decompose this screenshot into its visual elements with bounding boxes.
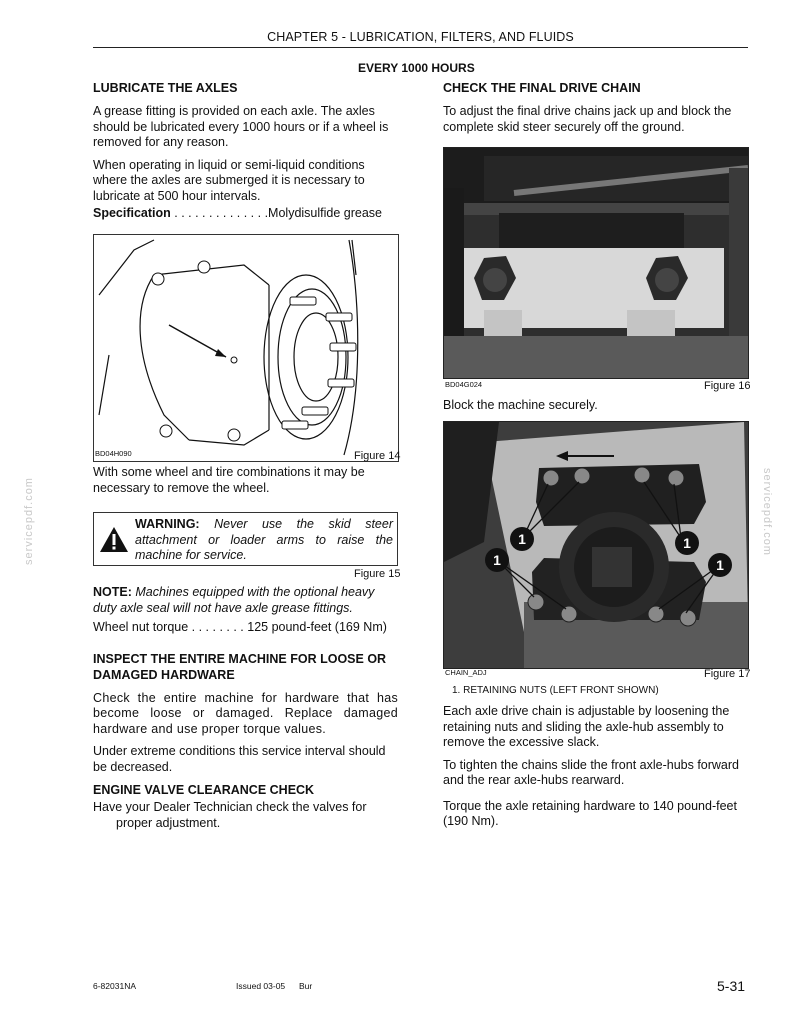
footer-doc-number: 6-82031NA: [93, 981, 137, 991]
figure-16-photo: [443, 147, 749, 379]
warning-triangle-icon: [99, 526, 129, 553]
figure-15-caption: Figure 15: [354, 568, 401, 580]
footer-author: Bur: [299, 981, 313, 991]
axle-chain-adjustment-photo: [444, 422, 748, 668]
axle-hub-illustration: [94, 235, 401, 462]
block-machine-text: Block the machine securely.: [443, 398, 598, 412]
chapter-header: CHAPTER 5 - LUBRICATION, FILTERS, AND FLUIDS: [267, 30, 574, 44]
watermark-left: servicepdf.com: [23, 477, 35, 565]
lubricate-paragraph-2: When operating in liquid or semi-liquid conditions where the axles are submerged it is necessary to lubricate at 500 hour intervals.: [93, 157, 365, 203]
callout-1-lower-right: 1: [708, 553, 732, 577]
spec-dots: . . . . . . . . . . . . . .: [170, 206, 269, 220]
lubricate-paragraph-1: A grease fitting is provided on each axle. The axles should be lubricated every 1000 hours or if a wheel is removed for any reason.: [93, 104, 389, 149]
left-column-bottom: [93, 585, 398, 831]
wheel-removal-text: With some wheel and tire combinations it may be necessary to remove the wheel.: [93, 465, 365, 495]
spec-label: Specification: [93, 206, 171, 220]
section-title: EVERY 1000 HOURS: [358, 61, 475, 75]
figure-14-caption: Figure 14: [354, 450, 401, 462]
callout-1-upper-right: 1: [675, 531, 699, 555]
callout-1-lower-left: 1: [485, 548, 509, 572]
lubricate-heading: LUBRICATE THE AXLES: [93, 81, 238, 95]
chain-paragraph-1: To adjust the final drive chains jack up and block the complete skid steer securely off the ground.: [443, 104, 732, 134]
note: [93, 585, 398, 616]
warning-message: [135, 517, 393, 564]
note-label: NOTE:: [93, 585, 132, 599]
footer-issued: Issued 03-05: [236, 981, 286, 991]
specification-line: [93, 206, 398, 222]
warning-text: Never use the skid steer attachment or loader arms to raise the machine for service.: [135, 517, 393, 562]
chain-paragraph-2: Each axle drive chain is adjustable by loosening the retaining nuts and sliding the axle-hub assembly to remove the excessive slack.: [443, 704, 730, 749]
engine-paragraph: Have your Dealer Technician check the valves for proper adjustment.: [93, 800, 367, 830]
inspect-paragraph-1: Check the entire machine for hardware that has become loose or damaged. Replace damaged hardware and use proper torque values.: [93, 690, 398, 736]
figure-17-caption: Figure 17: [704, 668, 751, 680]
header-rule: [93, 47, 748, 48]
callout-1-upper-left: 1: [510, 527, 534, 551]
inspect-paragraph-2: Under extreme conditions this service interval should be decreased.: [93, 744, 386, 774]
right-column-bottom: [443, 704, 749, 830]
warning-box: [93, 512, 398, 566]
figure-16-caption: Figure 16: [704, 380, 751, 392]
chain-heading: CHECK THE FINAL DRIVE CHAIN: [443, 81, 641, 95]
skid-steer-blocked-photo: [444, 148, 748, 378]
figure-14-axle-drawing: [93, 234, 399, 462]
chain-paragraph-4: Torque the axle retaining hardware to 140 pound-feet (190 Nm).: [443, 798, 737, 828]
warning-label: WARNING:: [135, 517, 200, 531]
right-column-top: [443, 80, 749, 135]
watermark-right: servicepdf.com: [761, 468, 773, 556]
wheel-nut-torque: Wheel nut torque . . . . . . . . 125 pound-feet (169 Nm): [93, 620, 387, 634]
left-column-top: [93, 80, 398, 222]
inspect-heading: INSPECT THE ENTIRE MACHINE FOR LOOSE OR DAMAGED HARDWARE: [93, 651, 387, 682]
engine-heading: ENGINE VALVE CLEARANCE CHECK: [93, 783, 315, 797]
page-number: 5-31: [717, 978, 746, 994]
spec-value: Molydisulfide grease: [268, 206, 382, 220]
figure-16-code: BD04G024: [445, 380, 483, 389]
chain-paragraph-3: To tighten the chains slide the front axle-hubs forward and the rear axle-hubs rearward.: [443, 757, 740, 787]
figure-17-legend: 1. RETAINING NUTS (LEFT FRONT SHOWN): [452, 685, 659, 696]
figure-17-photo: [443, 421, 749, 669]
note-text: Machines equipped with the optional heavy duty axle seal will not have axle grease fittings.: [93, 585, 375, 615]
figure-17-code: CHAIN_ADJ: [445, 668, 487, 677]
figure-14-code: BD04H090: [95, 449, 132, 458]
